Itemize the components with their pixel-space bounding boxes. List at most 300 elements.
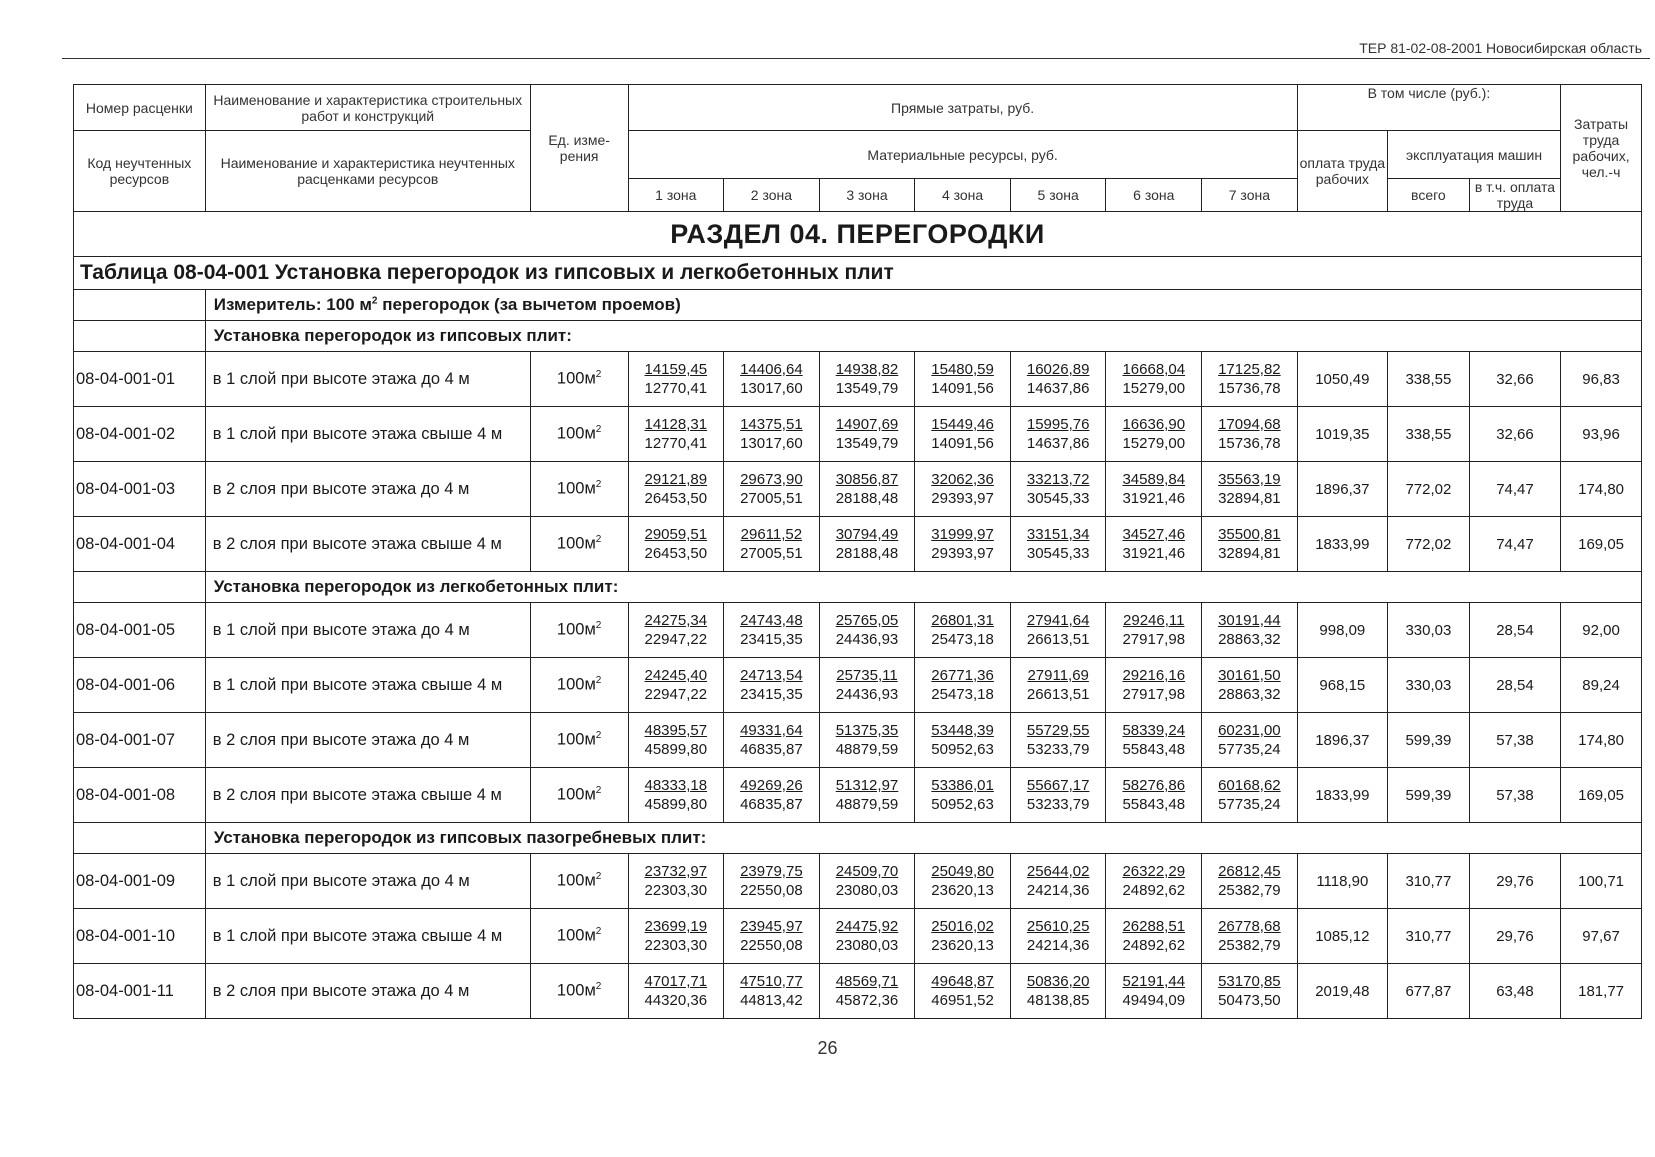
- wages-value: 1896,37: [1297, 713, 1387, 768]
- machines-wages-value: 57,38: [1469, 713, 1560, 768]
- zone-material-cost: 15279,00: [1122, 380, 1186, 397]
- unit-base: 100м: [556, 534, 596, 553]
- zone-material-cost: 27917,98: [1122, 631, 1186, 648]
- zone-header: 4 зона: [915, 179, 1011, 212]
- col-machines: эксплуатация машин: [1387, 131, 1560, 179]
- zone-material-cost: 22550,08: [740, 882, 803, 899]
- zone-cost-cell: [1202, 658, 1298, 713]
- col-material-resources: Материальные ресурсы, руб.: [628, 131, 1297, 179]
- wages-value: 1833,99: [1297, 517, 1387, 572]
- meter-prefix: Измеритель: 100 м: [213, 295, 372, 314]
- zone-direct-cost: 49269,26: [740, 777, 803, 794]
- col-work-name: Наименование и характеристика строительных работ и конструкций: [205, 85, 530, 131]
- zone-cost-cell: [915, 909, 1011, 964]
- zone-material-cost: 22947,22: [644, 686, 708, 703]
- zone-material-cost: 57735,24: [1218, 796, 1281, 813]
- table-row: [74, 658, 1642, 713]
- zone-cost-cell: [628, 768, 724, 823]
- zone-direct-cost: 26801,31: [931, 612, 994, 629]
- zone-cost-cell: [1106, 462, 1202, 517]
- zone-material-cost: 23620,13: [931, 882, 994, 899]
- machines-total-value: 772,02: [1387, 462, 1469, 517]
- machines-wages-value: 28,54: [1469, 658, 1560, 713]
- unit-sup: 2: [595, 926, 602, 938]
- wages-value: 1085,12: [1297, 909, 1387, 964]
- zone-material-cost: 13549,79: [835, 380, 899, 397]
- zone-direct-cost: 33213,72: [1026, 471, 1090, 488]
- section-title: РАЗДЕЛ 04. ПЕРЕГОРОДКИ: [74, 212, 1642, 257]
- wages-value: 1118,90: [1297, 854, 1387, 909]
- zone-material-cost: 32894,81: [1218, 490, 1281, 507]
- empty-cell: [74, 823, 206, 854]
- zone-cost-cell: [1202, 352, 1298, 407]
- zone-direct-cost: 35500,81: [1218, 526, 1281, 543]
- rate-code: 08-04-001-01: [74, 352, 206, 407]
- zone-direct-cost: 58339,24: [1122, 722, 1186, 739]
- zone-direct-cost: 35563,19: [1218, 471, 1281, 488]
- rate-name: в 2 слоя при высоте этажа свыше 4 м: [205, 768, 530, 823]
- rate-code: 08-04-001-05: [74, 603, 206, 658]
- unit-cell: [530, 603, 628, 658]
- zone-cost-cell: [724, 854, 820, 909]
- zone-direct-cost: 14375,51: [740, 416, 803, 433]
- page-number: 26: [817, 1038, 838, 1058]
- zone-cost-cell: [1010, 603, 1106, 658]
- col-including: В том числе (руб.):: [1297, 85, 1560, 131]
- machines-wages-value: 74,47: [1469, 517, 1560, 572]
- zone-cost-cell: [1106, 658, 1202, 713]
- wages-value: 1019,35: [1297, 407, 1387, 462]
- zone-material-cost: 22303,30: [644, 882, 708, 899]
- zone-material-cost: 23415,35: [740, 631, 803, 648]
- unit-sup: 2: [595, 479, 602, 491]
- zone-direct-cost: 17125,82: [1218, 361, 1281, 378]
- wages-value: 1833,99: [1297, 768, 1387, 823]
- zone-material-cost: 12770,41: [644, 380, 708, 397]
- machines-total-value: 772,02: [1387, 517, 1469, 572]
- zone-cost-cell: [1202, 407, 1298, 462]
- zone-direct-cost: 23979,75: [740, 863, 803, 880]
- zone-direct-cost: 58276,86: [1122, 777, 1186, 794]
- col-direct-costs: Прямые затраты, руб.: [628, 85, 1297, 131]
- col-wages: оплата труда рабочих: [1297, 131, 1387, 212]
- labor-value: 181,77: [1561, 964, 1642, 1019]
- zone-cost-cell: [819, 658, 915, 713]
- zone-cost-cell: [915, 658, 1011, 713]
- zone-material-cost: 57735,24: [1218, 741, 1281, 758]
- rate-name: в 1 слой при высоте этажа свыше 4 м: [205, 407, 530, 462]
- zone-material-cost: 28188,48: [835, 545, 899, 562]
- unit-base: 100м: [556, 479, 596, 498]
- machines-total-value: 599,39: [1387, 768, 1469, 823]
- zone-direct-cost: 16636,90: [1122, 416, 1186, 433]
- zone-direct-cost: 30794,49: [835, 526, 899, 543]
- zone-material-cost: 14637,86: [1026, 380, 1090, 397]
- zone-material-cost: 24436,93: [835, 686, 899, 703]
- empty-cell: [74, 572, 206, 603]
- unit-cell: [530, 909, 628, 964]
- zone-material-cost: 49494,09: [1122, 992, 1186, 1009]
- group-title: Установка перегородок из гипсовых плит:: [205, 321, 1641, 352]
- zone-direct-cost: 33151,34: [1026, 526, 1090, 543]
- zone-direct-cost: 50836,20: [1026, 973, 1090, 990]
- zone-direct-cost: 53386,01: [931, 777, 994, 794]
- zone-cost-cell: [1010, 462, 1106, 517]
- zone-cost-cell: [819, 909, 915, 964]
- table-row: [74, 768, 1642, 823]
- zone-material-cost: 13017,60: [740, 435, 803, 452]
- group-title: Установка перегородок из легкобетонных плит:: [205, 572, 1641, 603]
- zone-material-cost: 14091,56: [931, 380, 994, 397]
- zone-direct-cost: 24245,40: [644, 667, 708, 684]
- unit-base: 100м: [556, 785, 596, 804]
- rate-code: 08-04-001-11: [74, 964, 206, 1019]
- zone-direct-cost: 23732,97: [644, 863, 708, 880]
- unit-cell: [530, 407, 628, 462]
- zone-direct-cost: 29246,11: [1123, 612, 1185, 629]
- zone-material-cost: 48879,59: [835, 741, 899, 758]
- unit-base: 100м: [556, 675, 596, 694]
- machines-total-value: 599,39: [1387, 713, 1469, 768]
- zone-cost-cell: [1010, 407, 1106, 462]
- zone-direct-cost: 51312,97: [835, 777, 899, 794]
- zone-cost-cell: [819, 352, 915, 407]
- table-row: [74, 964, 1642, 1019]
- zone-direct-cost: 31999,97: [931, 526, 994, 543]
- rate-code: 08-04-001-02: [74, 407, 206, 462]
- rate-name: в 1 слой при высоте этажа до 4 м: [205, 603, 530, 658]
- zone-material-cost: 13549,79: [835, 435, 899, 452]
- zone-material-cost: 23080,03: [835, 937, 899, 954]
- zone-material-cost: 45872,36: [835, 992, 899, 1009]
- zone-cost-cell: [1106, 909, 1202, 964]
- zone-cost-cell: [819, 768, 915, 823]
- zone-cost-cell: [724, 768, 820, 823]
- table-row: [74, 909, 1642, 964]
- zone-material-cost: 44813,42: [740, 992, 803, 1009]
- zone-material-cost: 24436,93: [835, 631, 899, 648]
- unit-sup: 2: [595, 424, 602, 436]
- zone-cost-cell: [1106, 854, 1202, 909]
- rate-name: в 1 слой при высоте этажа до 4 м: [205, 854, 530, 909]
- zone-material-cost: 28863,32: [1218, 631, 1281, 648]
- zone-cost-cell: [1010, 964, 1106, 1019]
- col-rate-code: Код неучтенных ресурсов: [74, 131, 206, 212]
- zone-direct-cost: 26778,68: [1218, 918, 1281, 935]
- unit-base: 100м: [556, 620, 596, 639]
- zone-material-cost: 30545,33: [1026, 545, 1090, 562]
- machines-total-value: 677,87: [1387, 964, 1469, 1019]
- zone-direct-cost: 26812,45: [1218, 863, 1281, 880]
- zone-cost-cell: [915, 352, 1011, 407]
- zone-cost-cell: [915, 854, 1011, 909]
- zone-cost-cell: [628, 517, 724, 572]
- zone-material-cost: 27005,51: [740, 490, 803, 507]
- zone-direct-cost: 24475,92: [835, 918, 899, 935]
- unit-sup: 2: [595, 534, 602, 546]
- zone-cost-cell: [1010, 517, 1106, 572]
- machines-wages-value: 29,76: [1469, 854, 1560, 909]
- unit-cell: [530, 768, 628, 823]
- zone-direct-cost: 14938,82: [835, 361, 899, 378]
- zone-direct-cost: 17094,68: [1218, 416, 1281, 433]
- zone-cost-cell: [1202, 768, 1298, 823]
- machines-wages-value: 63,48: [1469, 964, 1560, 1019]
- zone-cost-cell: [724, 658, 820, 713]
- zone-material-cost: 55843,48: [1122, 741, 1186, 758]
- zone-cost-cell: [1202, 964, 1298, 1019]
- unit-cell: [530, 854, 628, 909]
- unit-cell: [530, 658, 628, 713]
- zone-material-cost: 46951,52: [931, 992, 994, 1009]
- zone-cost-cell: [819, 462, 915, 517]
- zone-direct-cost: 29673,90: [740, 471, 803, 488]
- zone-cost-cell: [628, 462, 724, 517]
- zone-direct-cost: 48333,18: [644, 777, 708, 794]
- rate-name: в 2 слоя при высоте этажа до 4 м: [205, 964, 530, 1019]
- zone-cost-cell: [724, 407, 820, 462]
- zone-direct-cost: 48569,71: [835, 973, 899, 990]
- unit-sup: 2: [595, 730, 602, 742]
- zone-material-cost: 22303,30: [644, 937, 708, 954]
- machines-total-value: 310,77: [1387, 909, 1469, 964]
- zone-direct-cost: 14159,45: [644, 361, 708, 378]
- zone-direct-cost: 24743,48: [740, 612, 803, 629]
- zone-cost-cell: [1010, 768, 1106, 823]
- zone-material-cost: 15736,78: [1218, 380, 1281, 397]
- zone-header: 5 зона: [1010, 179, 1106, 212]
- zone-cost-cell: [1010, 909, 1106, 964]
- zone-cost-cell: [1010, 713, 1106, 768]
- zone-material-cost: 28863,32: [1218, 686, 1281, 703]
- rate-code: 08-04-001-08: [74, 768, 206, 823]
- table-row: [74, 713, 1642, 768]
- zone-material-cost: 44320,36: [644, 992, 708, 1009]
- zone-direct-cost: 49331,64: [740, 722, 803, 739]
- zone-material-cost: 28188,48: [835, 490, 899, 507]
- machines-total-value: 310,77: [1387, 854, 1469, 909]
- zone-material-cost: 25473,18: [931, 631, 994, 648]
- zone-material-cost: 15279,00: [1122, 435, 1186, 452]
- zone-cost-cell: [1106, 713, 1202, 768]
- col-rate-number: Номер расценки: [74, 85, 206, 131]
- zone-material-cost: 24214,36: [1026, 937, 1090, 954]
- machines-wages-value: 32,66: [1469, 352, 1560, 407]
- zone-direct-cost: 30161,50: [1218, 667, 1281, 684]
- labor-value: 100,71: [1561, 854, 1642, 909]
- zone-cost-cell: [724, 909, 820, 964]
- labor-value: 169,05: [1561, 768, 1642, 823]
- wages-value: 2019,48: [1297, 964, 1387, 1019]
- zone-cost-cell: [724, 352, 820, 407]
- zone-cost-cell: [1010, 854, 1106, 909]
- zone-direct-cost: 27941,64: [1026, 612, 1090, 629]
- labor-value: 89,24: [1561, 658, 1642, 713]
- table-row: [74, 352, 1642, 407]
- rate-name: в 2 слоя при высоте этажа до 4 м: [205, 713, 530, 768]
- page-header: [62, 38, 1650, 59]
- zone-direct-cost: 26322,29: [1122, 863, 1186, 880]
- zone-material-cost: 31921,46: [1122, 545, 1186, 562]
- zone-material-cost: 30545,33: [1026, 490, 1090, 507]
- zone-direct-cost: 15449,46: [931, 416, 994, 433]
- zone-direct-cost: 34527,46: [1122, 526, 1186, 543]
- zone-material-cost: 24892,62: [1122, 937, 1186, 954]
- col-unit: Ед. изме-рения: [530, 85, 628, 212]
- zone-direct-cost: 16668,04: [1122, 361, 1186, 378]
- zone-material-cost: 50952,63: [931, 741, 994, 758]
- zone-material-cost: 27917,98: [1122, 686, 1186, 703]
- zone-material-cost: 24214,36: [1026, 882, 1090, 899]
- zone-direct-cost: 24275,34: [644, 612, 708, 629]
- zone-cost-cell: [628, 713, 724, 768]
- zone-material-cost: 46835,87: [740, 741, 803, 758]
- zone-direct-cost: 27911,69: [1027, 667, 1089, 684]
- zone-direct-cost: 53170,85: [1218, 973, 1281, 990]
- zone-material-cost: 50952,63: [931, 796, 994, 813]
- labor-value: 96,83: [1561, 352, 1642, 407]
- zone-direct-cost: 25735,11: [836, 667, 898, 684]
- zone-cost-cell: [819, 407, 915, 462]
- zone-cost-cell: [819, 517, 915, 572]
- labor-value: 174,80: [1561, 462, 1642, 517]
- zone-direct-cost: 24509,70: [835, 863, 899, 880]
- col-machines-total: всего: [1387, 179, 1469, 212]
- zone-direct-cost: 15995,76: [1026, 416, 1090, 433]
- zone-cost-cell: [628, 909, 724, 964]
- rate-code: 08-04-001-09: [74, 854, 206, 909]
- zone-material-cost: 23620,13: [931, 937, 994, 954]
- unit-cell: [530, 352, 628, 407]
- zone-cost-cell: [628, 407, 724, 462]
- zone-material-cost: 27005,51: [740, 545, 803, 562]
- machines-total-value: 338,55: [1387, 407, 1469, 462]
- zone-cost-cell: [628, 658, 724, 713]
- zone-header: 1 зона: [628, 179, 724, 212]
- zone-cost-cell: [1010, 658, 1106, 713]
- unit-base: 100м: [556, 981, 596, 1000]
- machines-total-value: 338,55: [1387, 352, 1469, 407]
- zone-cost-cell: [1106, 517, 1202, 572]
- rate-code: 08-04-001-06: [74, 658, 206, 713]
- zone-cost-cell: [1106, 603, 1202, 658]
- unit-cell: [530, 517, 628, 572]
- unit-sup: 2: [595, 620, 602, 632]
- machines-wages-value: 28,54: [1469, 603, 1560, 658]
- table-title: Таблица 08-04-001 Установка перегородок из гипсовых и легкобетонных плит: [74, 257, 1642, 290]
- zone-direct-cost: 53448,39: [931, 722, 994, 739]
- table-row: [74, 854, 1642, 909]
- table-row: [74, 517, 1642, 572]
- zone-cost-cell: [628, 964, 724, 1019]
- rate-name: в 1 слой при высоте этажа свыше 4 м: [205, 658, 530, 713]
- zone-header: 3 зона: [819, 179, 915, 212]
- zone-cost-cell: [1106, 964, 1202, 1019]
- zone-direct-cost: 29059,51: [644, 526, 708, 543]
- zone-direct-cost: 25765,05: [835, 612, 899, 629]
- empty-cell: [74, 321, 206, 352]
- zone-direct-cost: 55667,17: [1026, 777, 1090, 794]
- zone-cost-cell: [1202, 854, 1298, 909]
- zone-material-cost: 23080,03: [835, 882, 899, 899]
- zone-header: 2 зона: [724, 179, 820, 212]
- header-text: ТЕР 81-02-08-2001 Новосибирская область: [1359, 40, 1642, 56]
- meter-suffix: перегородок (за вычетом проемов): [377, 295, 681, 314]
- zone-cost-cell: [628, 352, 724, 407]
- zone-direct-cost: 55729,55: [1026, 722, 1090, 739]
- zone-material-cost: 48138,85: [1026, 992, 1090, 1009]
- machines-total-value: 330,03: [1387, 658, 1469, 713]
- zone-direct-cost: 60168,62: [1218, 777, 1281, 794]
- zone-cost-cell: [915, 713, 1011, 768]
- rate-code: 08-04-001-04: [74, 517, 206, 572]
- zone-direct-cost: 29216,16: [1122, 667, 1186, 684]
- machines-wages-value: 57,38: [1469, 768, 1560, 823]
- zone-cost-cell: [1202, 713, 1298, 768]
- zone-material-cost: 26613,51: [1026, 686, 1090, 703]
- col-machines-wages: в т.ч. оплата труда: [1469, 179, 1560, 212]
- zone-direct-cost: 14406,64: [740, 361, 803, 378]
- wages-value: 1050,49: [1297, 352, 1387, 407]
- machines-wages-value: 32,66: [1469, 407, 1560, 462]
- zone-material-cost: 24892,62: [1122, 882, 1186, 899]
- empty-cell: [74, 290, 206, 321]
- zone-direct-cost: 49648,87: [931, 973, 994, 990]
- zone-direct-cost: 25644,02: [1026, 863, 1090, 880]
- unit-sup: 2: [595, 369, 602, 381]
- zone-material-cost: 53233,79: [1026, 796, 1090, 813]
- col-resource-name: Наименование и характеристика неучтенных расценками ресурсов: [205, 131, 530, 212]
- zone-direct-cost: 60231,00: [1218, 722, 1281, 739]
- wages-value: 968,15: [1297, 658, 1387, 713]
- zone-cost-cell: [1202, 517, 1298, 572]
- rate-name: в 1 слой при высоте этажа до 4 м: [205, 352, 530, 407]
- zone-material-cost: 15736,78: [1218, 435, 1281, 452]
- zone-material-cost: 26453,50: [644, 545, 708, 562]
- zone-cost-cell: [915, 517, 1011, 572]
- zone-direct-cost: 30856,87: [835, 471, 899, 488]
- zone-cost-cell: [1202, 462, 1298, 517]
- rate-code: 08-04-001-03: [74, 462, 206, 517]
- zone-material-cost: 26613,51: [1026, 631, 1090, 648]
- zone-material-cost: 53233,79: [1026, 741, 1090, 758]
- zone-direct-cost: 25610,25: [1026, 918, 1090, 935]
- zone-direct-cost: 32062,36: [931, 471, 994, 488]
- zone-header: 7 зона: [1202, 179, 1298, 212]
- zone-material-cost: 25382,79: [1218, 937, 1281, 954]
- zone-cost-cell: [1010, 352, 1106, 407]
- zone-cost-cell: [819, 713, 915, 768]
- zone-cost-cell: [724, 603, 820, 658]
- meter-row: [205, 290, 1641, 321]
- meter-sup: 2: [371, 295, 378, 307]
- zone-material-cost: 29393,97: [931, 545, 994, 562]
- zone-material-cost: 25473,18: [931, 686, 994, 703]
- unit-sup: 2: [595, 785, 602, 797]
- unit-cell: [530, 462, 628, 517]
- zone-material-cost: 55843,48: [1122, 796, 1186, 813]
- zone-direct-cost: 23945,97: [740, 918, 803, 935]
- unit-base: 100м: [556, 926, 596, 945]
- zone-direct-cost: 16026,89: [1026, 361, 1090, 378]
- unit-base: 100м: [556, 424, 596, 443]
- zone-cost-cell: [628, 603, 724, 658]
- zone-material-cost: 22550,08: [740, 937, 803, 954]
- unit-base: 100м: [556, 730, 596, 749]
- zone-material-cost: 45899,80: [644, 796, 708, 813]
- zone-cost-cell: [1106, 352, 1202, 407]
- rate-code: 08-04-001-07: [74, 713, 206, 768]
